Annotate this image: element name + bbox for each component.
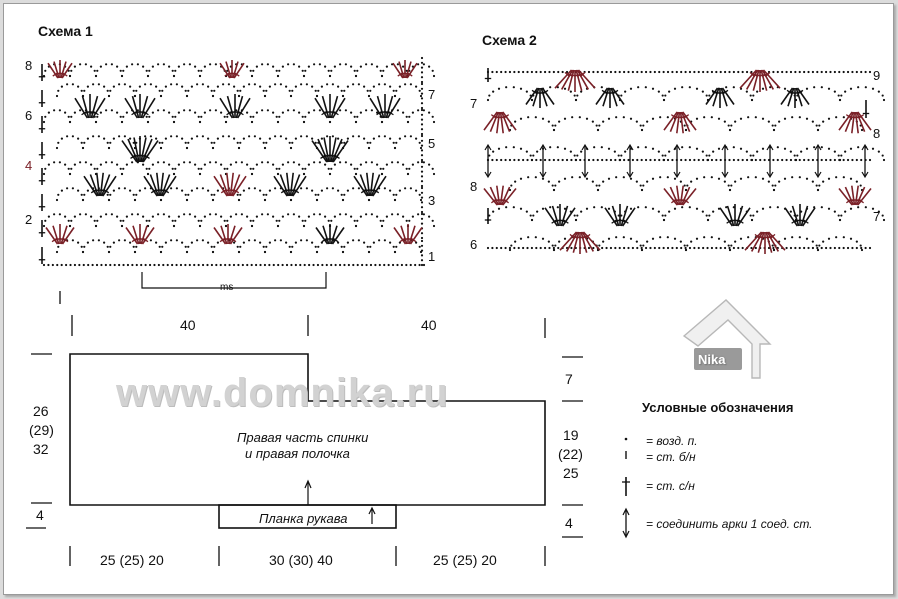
watermark-text: www.domnika.ru <box>116 371 449 415</box>
s1-row-right-1: 1 <box>428 249 436 264</box>
left-height-1: 26 <box>33 403 49 419</box>
s2-row-left-6: 6 <box>470 237 478 252</box>
s2-row-left-8: 8 <box>470 179 478 194</box>
s2-row-right-7: 7 <box>873 209 881 224</box>
right-top-dim: 7 <box>565 371 573 387</box>
bottom-dim-left: 25 (25) 20 <box>100 552 164 568</box>
legend-text-sc: = ст. б/н <box>646 450 696 464</box>
s1-repeat-bracket <box>142 272 326 288</box>
s2-row-left-7: 7 <box>470 96 478 111</box>
s2-row-right-9: 9 <box>873 68 881 83</box>
left-height-2: (29) <box>29 422 54 438</box>
bottom-dim-right: 25 (25) 20 <box>433 552 497 568</box>
nika-logo-text: Nika <box>698 352 726 367</box>
right-height-2: (22) <box>558 446 583 462</box>
legend-text-dc: = ст. с/н <box>646 479 695 493</box>
main-piece-label-2: и правая полочка <box>245 446 350 461</box>
right-height-1: 19 <box>563 427 579 443</box>
right-height-3: 25 <box>563 465 579 481</box>
s1-row-right-7: 7 <box>428 87 436 102</box>
s1-row-left-6: 6 <box>25 108 33 123</box>
left-bottom-dim: 4 <box>36 507 44 523</box>
s1-row-left-8: 8 <box>25 58 33 73</box>
s2-row-right-8: 8 <box>873 126 881 141</box>
s1-row-left-2: 2 <box>25 212 33 227</box>
legend-title: Условные обозначения <box>642 400 794 415</box>
legend-dot-icon <box>625 438 628 441</box>
s1-row-left-4: 4 <box>25 158 33 173</box>
s1-row-right-3: 3 <box>428 193 436 208</box>
bottom-dim-middle: 30 (30) 40 <box>269 552 333 568</box>
scheme-1-title: Схема 1 <box>38 23 93 39</box>
right-bottom-dim: 4 <box>565 515 573 531</box>
main-piece-label-1: Правая часть спинки <box>237 430 369 445</box>
left-height-3: 32 <box>33 441 49 457</box>
legend-text-join: = соединить арки 1 соед. ст. <box>646 517 813 531</box>
sleeve-band-label: Планка рукава <box>259 511 348 526</box>
top-dim-left: 40 <box>180 317 196 333</box>
scheme-1-chart <box>39 57 435 288</box>
s1-row-right-5: 5 <box>428 136 436 151</box>
s1-repeat-label: ms <box>220 282 234 293</box>
scheme-2-title: Схема 2 <box>482 32 537 48</box>
legend-symbols <box>622 438 630 537</box>
top-dim-right: 40 <box>421 317 437 333</box>
scheme-2-chart <box>484 68 885 254</box>
legend-text-chain: = возд. п. <box>646 434 698 448</box>
